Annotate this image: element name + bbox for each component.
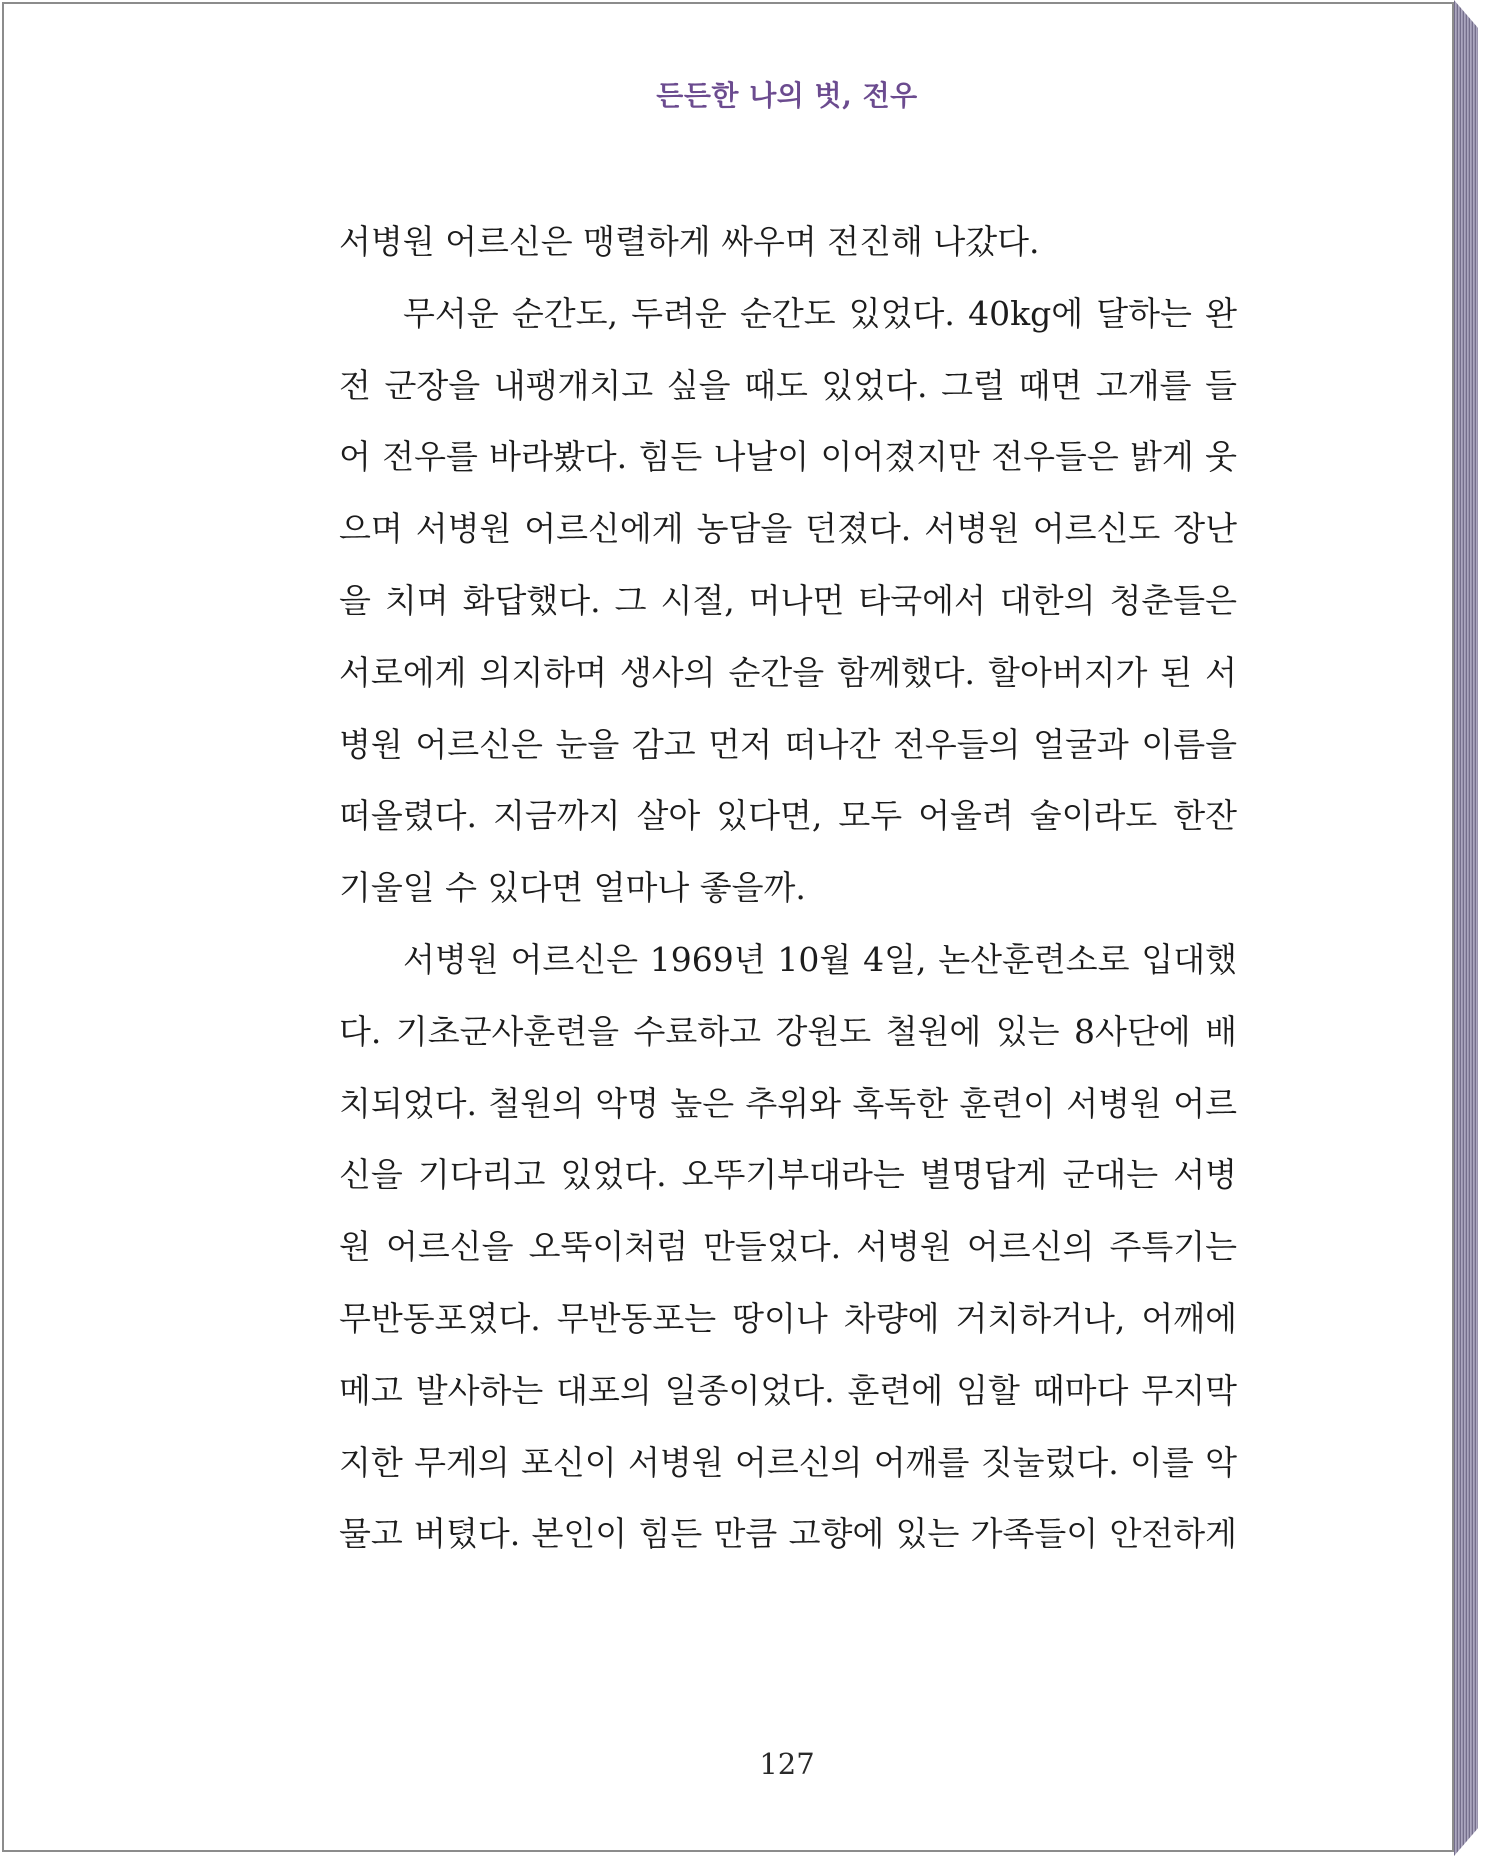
page-number: 127: [759, 1747, 815, 1781]
text-line: 메고 발사하는 대포의 일종이었다. 훈련에 임할 때마다 무지막: [339, 1370, 1237, 1410]
text-line: 을 치며 화답했다. 그 시절, 머나먼 타국에서 대한의 청춘들은: [339, 580, 1237, 620]
text-line: 지한 무게의 포신이 서병원 어르신의 어깨를 짓눌렀다. 이를 악: [339, 1442, 1237, 1482]
text-line: 무서운 순간도, 두려운 순간도 있었다. 40kg에 달하는 완: [403, 293, 1237, 333]
running-head: 든든한 나의 벗, 전우: [656, 79, 918, 112]
text-line: 다. 기초군사훈련을 수료하고 강원도 철원에 있는 8사단에 배: [339, 1011, 1237, 1051]
text-line: 서병원 어르신은 맹렬하게 싸우며 전진해 나갔다.: [339, 222, 1040, 261]
text-line: 떠올렸다. 지금까지 살아 있다면, 모두 어울려 술이라도 한잔: [339, 796, 1237, 836]
page-edges: [1454, 0, 1478, 1856]
text-line: 병원 어르신은 눈을 감고 먼저 떠나간 전우들의 얼굴과 이름을: [339, 724, 1237, 764]
text-line: 기울일 수 있다면 얼마나 좋을까.: [339, 868, 806, 908]
text-line: 어 전우를 바라봤다. 힘든 나날이 이어졌지만 전우들은 밝게 웃: [339, 437, 1237, 477]
text-line: 전 군장을 내팽개치고 싶을 때도 있었다. 그럴 때면 고개를 들: [339, 365, 1237, 405]
text-line: 서로에게 의지하며 생사의 순간을 함께했다. 할아버지가 된 서: [339, 652, 1237, 692]
text-line: 신을 기다리고 있었다. 오뚜기부대라는 별명답게 군대는 서병: [339, 1155, 1237, 1195]
text-line: 물고 버텼다. 본인이 힘든 만큼 고향에 있는 가족들이 안전하게: [339, 1514, 1237, 1554]
text-line: 치되었다. 철원의 악명 높은 추위와 혹독한 훈련이 서병원 어르: [339, 1083, 1237, 1123]
text-line: 서병원 어르신은 1969년 10월 4일, 논산훈련소로 입대했: [403, 939, 1237, 979]
text-line: 원 어르신을 오뚝이처럼 만들었다. 서병원 어르신의 주특기는: [339, 1227, 1237, 1267]
body-text: [339, 206, 1237, 1570]
text-line: 으며 서병원 어르신에게 농담을 던졌다. 서병원 어르신도 장난: [339, 509, 1237, 549]
text-line: 무반동포였다. 무반동포는 땅이나 차량에 거치하거나, 어깨에: [339, 1298, 1237, 1338]
